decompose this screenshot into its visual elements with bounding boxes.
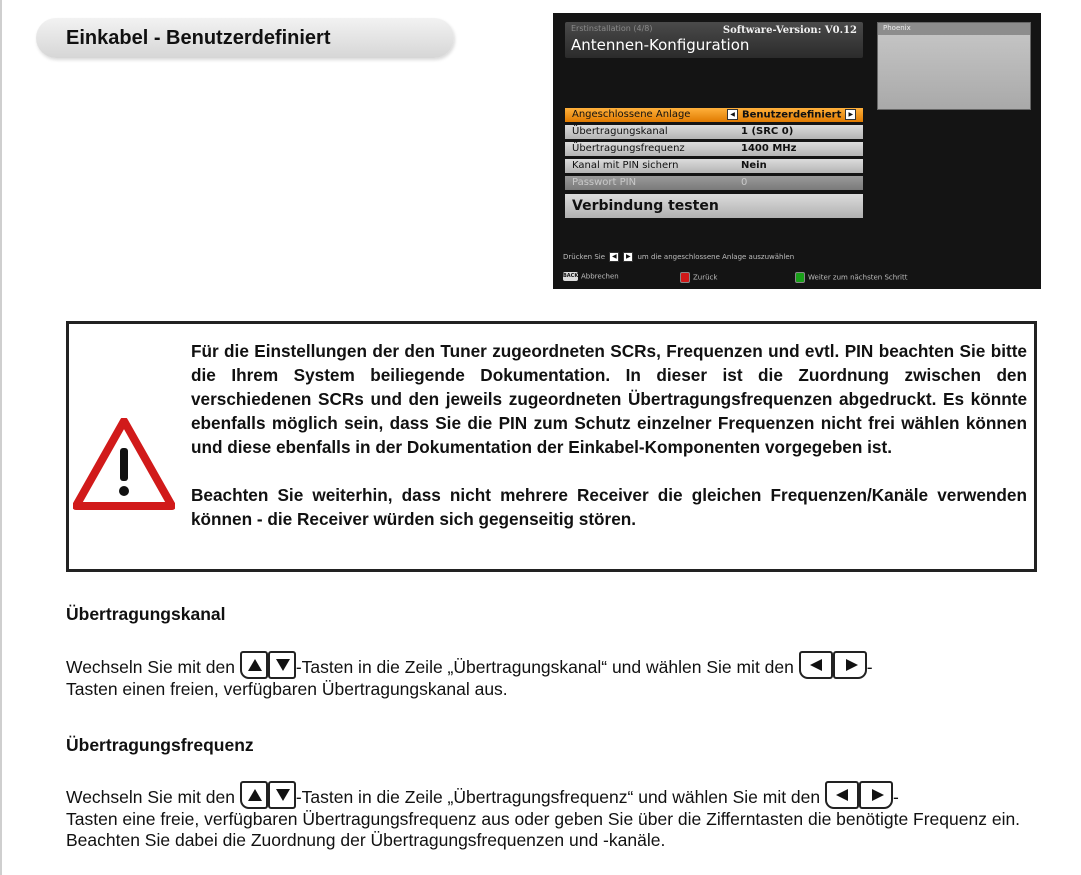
down-key-icon [268,651,296,679]
tv-row-value: ◀ Benutzerdefiniert ▶ [723,109,860,121]
tv-row-passwort-pin [565,176,863,190]
warning-box [66,321,1037,572]
tv-row-kanal-pin[interactable] [565,159,863,173]
green-key-icon [795,272,805,283]
tv-row-label: Kanal mit PIN sichern [572,160,679,171]
up-key-icon [240,781,268,809]
tv-screenshot [553,13,1041,289]
tv-row-label: Angeschlossene Anlage [572,109,691,120]
arrow-left-icon: ◀ [727,109,738,120]
tv-row-label: Übertragungskanal [572,126,668,137]
tv-row-value: 1 (SRC 0) [741,126,794,137]
warning-paragraph-2: Beachten Sie weiterhin, dass nicht mehrere Receiver die gleichen Frequenzen/Kanäle verwenden können - die Receiver würden sich gegenseitig stören. [191,485,1027,529]
up-key-icon [240,651,268,679]
down-key-icon [268,781,296,809]
heading-uebertragungskanal: Übertragungskanal [66,604,226,624]
section-title-text: Einkabel - Benutzerdefiniert [66,27,331,49]
tv-row-value: Nein [741,160,767,171]
tv-preview-channel: Phoenix [883,24,911,32]
page-edge [0,0,2,875]
tv-preview [877,22,1031,110]
paragraph-uebertragungsfrequenz: Wechseln Sie mit den -Tasten in die Zeile „Übertragungsfrequenz“ und wählen Sie mit den - Tasten eine freie, verfügbaren Übertragungsfrequenz aus oder geben Sie über die Zifferntasten die benötigte Frequenz ein. Beachten Sie dabei die Zuordnung der Übertragungsfrequenzen und -kanäle. [66,781,1046,851]
warning-paragraph-1: Für die Einstellungen der den Tuner zugeordneten SCRs, Frequenzen und evtl. PIN beachten Sie bitte die Ihrem System beiliegende Dokumentation. In dieser ist die Zuordnung zwischen den verschiedenen SCRs und den jeweils zugeordneten Übertragungsfrequenzen abgedruckt. Es könnte ebenfalls möglich sein, dass Sie die PIN zum Schutz einzelner Frequenzen nicht frei wählen können und diese ebenfalls in der Dokumentation der Einkabel-Komponenten vorgegeben ist. [191,341,1027,457]
tv-test-label: Verbindung testen [572,198,719,214]
left-key-icon [825,781,859,809]
tv-hint: Drücken Sie ◀ ▶ um die angeschlossene Anlage auszuwählen [563,253,795,261]
tv-row-value: 0 [741,177,748,188]
right-key-icon [859,781,893,809]
tv-preview-bar [878,23,1030,35]
warning-text [191,339,1027,555]
tv-row-label: Passwort PIN [572,177,637,188]
tv-row-angeschlossene-anlage[interactable] [565,108,863,122]
arrow-left-icon: ◀ [609,252,619,262]
tv-row-value: 1400 MHz [741,143,797,154]
tv-footer-back: Zurück [680,272,717,283]
section-title [36,18,454,58]
tv-footer-cancel: BACK Abbrechen [563,272,619,281]
arrow-right-icon: ▶ [623,252,633,262]
tv-header [565,22,863,58]
tv-footer-next: Weiter zum nächsten Schritt [795,272,907,283]
tv-step: Erstinstallation (4/8) [571,24,653,33]
arrow-right-icon: ▶ [845,109,856,120]
heading-uebertragungsfrequenz: Übertragungsfrequenz [66,735,254,755]
tv-title: Antennen-Konfiguration [571,36,750,54]
right-key-icon [833,651,867,679]
tv-software-version: Software-Version: V0.12 [722,25,857,36]
back-key-icon: BACK [563,273,579,279]
left-key-icon [799,651,833,679]
tv-row-label: Übertragungsfrequenz [572,143,685,154]
tv-test-connection-button[interactable] [565,194,863,218]
tv-row-uebertragungsfrequenz[interactable] [565,142,863,156]
paragraph-uebertragungskanal: Wechseln Sie mit den -Tasten in die Zeile „Übertragungskanal“ und wählen Sie mit den - Tasten einen freien, verfügbaren Übertragungskanal aus. [66,651,1046,700]
tv-row-uebertragungskanal[interactable] [565,125,863,139]
warning-triangle-icon [73,418,175,510]
red-key-icon [680,272,690,283]
